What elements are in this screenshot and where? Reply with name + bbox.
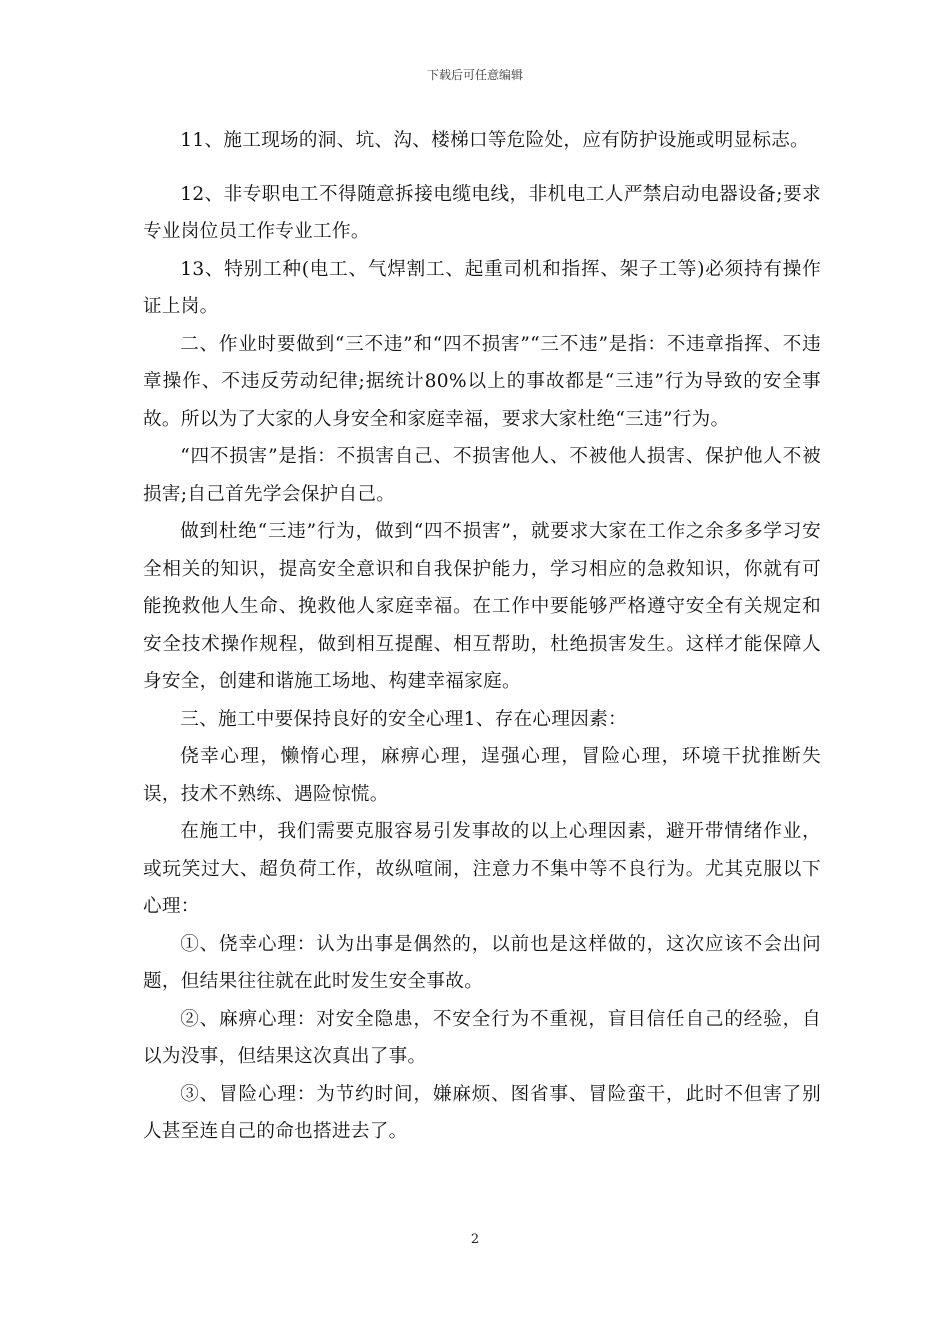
page-header: 下载后可任意编辑 xyxy=(426,68,523,82)
paragraph-item-12: 12、非专职电工不得随意拆接电缆电线，非机电工人严禁启动电器设备;要求专业岗位员工作专业工作。 xyxy=(143,183,821,242)
paragraph-safety-knowledge: 做到杜绝“三违”行为，做到“四不损害”，就要求大家在工作之余多多学习安全相关的知识，提高安全意识和自我保护能力，学习相应的急救知识，你就有可能挽救他人生命、挽救他人家庭幸福。在工作中要能够严格遵守安全有关规定和安全技术操作规程，做到相互提醒、相互帮助，杜绝损害发生。这样才能保障人身安全，创建和谐施工场地、构建幸福家庭。 xyxy=(143,521,821,692)
paragraph-section-three: 三、施工中要保持良好的安全心理1、存在心理因素： xyxy=(180,708,627,730)
paragraph-luck-mentality: ①、侥幸心理：认为出事是偶然的，以前也是这样做的，这次应该不会出问题，但结果往往就在此时发生安全事故。 xyxy=(143,933,821,992)
paragraph-section-two: 二、作业时要做到“三不违”和“四不损害”“三不违”是指：不违章指挥、不违章操作、不违反劳动纪律;据统计80%以上的事故都是“三违”行为导致的安全事故。所以为了大家的人身安全和家庭幸福，要求大家杜绝“三违”行为。 xyxy=(143,333,821,430)
paragraph-numb-mentality: ②、麻痹心理：对安全隐患，不安全行为不重视，盲目信任自己的经验，自以为没事，但结果这次真出了事。 xyxy=(143,1008,821,1067)
paragraph-overcome: 在施工中，我们需要克服容易引发事故的以上心理因素，避开带情绪作业，或玩笑过大、超负荷工作，故纵喧闹，注意力不集中等不良行为。尤其克服以下心理： xyxy=(143,821,821,917)
paragraph-psych-factors: 侥幸心理，懒惰心理，麻痹心理，逞强心理，冒险心理，环境干扰推断失误，技术不熟练、遇险惊慌。 xyxy=(143,746,821,805)
page-number: 2 xyxy=(470,1232,480,1247)
paragraph-item-13: 13、特别工种(电工、气焊割工、起重司机和指挥、架子工等)必须持有操作证上岗。 xyxy=(143,258,821,317)
paragraph-risk-mentality: ③、冒险心理：为节约时间，嫌麻烦、图省事、冒险蛮干，此时不但害了别人甚至连自己的命也搭进去了。 xyxy=(143,1083,821,1142)
document-body xyxy=(143,122,821,1151)
paragraph-item-11: 11、施工现场的洞、坑、沟、楼梯口等危险处，应有防护设施或明显标志。 xyxy=(180,130,810,151)
paragraph-four-no-harm: “四不损害”是指：不损害自己、不损害他人、不被他人损害、保护他人不被损害;自己首先学会保护自己。 xyxy=(143,446,821,505)
